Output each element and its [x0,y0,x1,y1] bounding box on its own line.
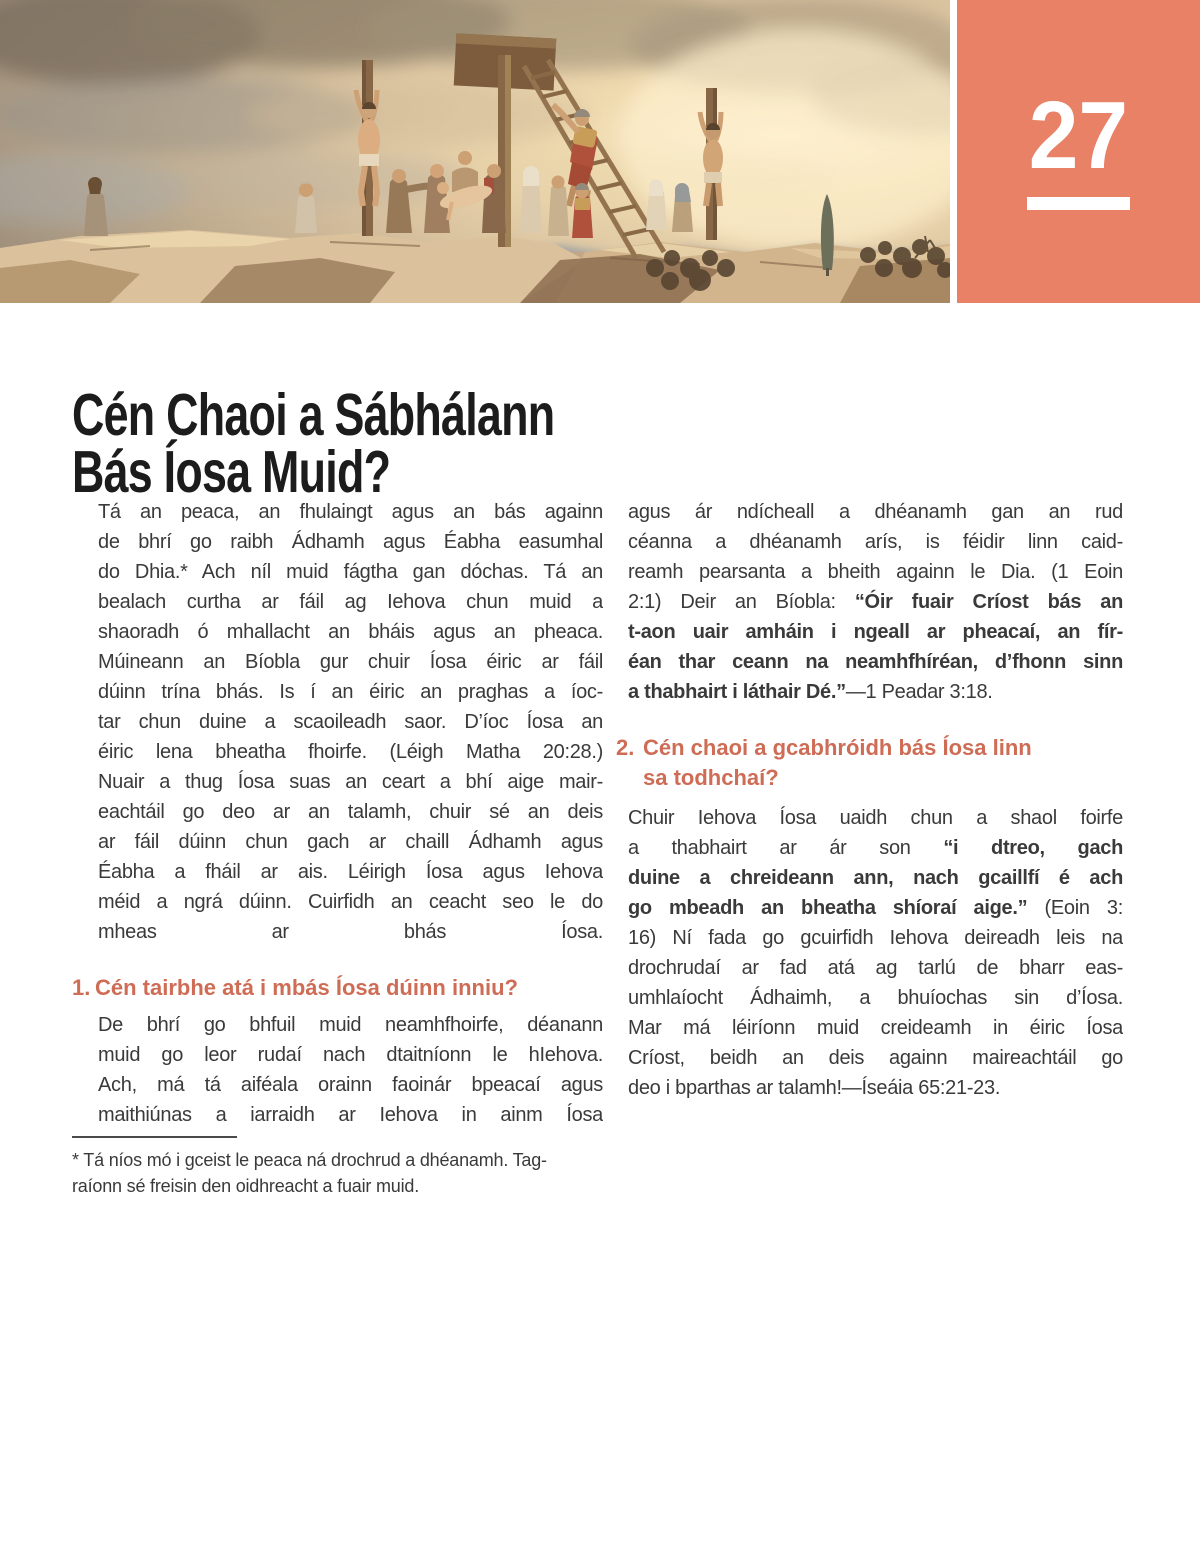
footnote [72,1147,592,1199]
crucifixion-scene [0,0,950,303]
chapter-number: 27 [1028,82,1129,190]
text-line: méid a ngrá dúinn. Cuirfidh an ceacht seo le do [98,891,603,913]
text-line: céanna a dhéanamh arís, is féidir linn caid- [628,531,1123,553]
text-line: Mar má léiríonn muid creideamh in éiric Íosa [628,1017,1123,1039]
text-line: shaoradh ó mhallacht an bháis agus an pheaca. [98,621,603,643]
text-line: a thabhairt ar ár son “i dtreo, gach [628,837,1123,859]
question-1 [72,973,603,1003]
text-line: mheas ar bhás Íosa. [98,921,603,943]
text-line: 2:1) Deir an Bíobla: “Óir fuair Críost bás an [628,591,1123,613]
text-line: Múineann an Bíobla gur chuir Íosa éiric ar fáil [98,651,603,673]
text-line: deo i bparthas ar talamh!—Íseáia 65:21-23. [628,1077,1001,1099]
hero-image [0,0,950,303]
text-line: do Dhia.* Ach níl muid fágtha gan dóchas. Tá an [98,561,603,583]
text-line: muid go leor rudaí nach dtaitníonn le hIehova. [98,1044,603,1066]
text-line: maithiúnas a iarraidh ar Iehova in ainm Íosa [98,1104,603,1126]
footnote-rule [72,1136,237,1138]
question-2 [616,733,1123,793]
text-line: Tá an peaca, an fhulaingt agus an bás againn [98,501,603,523]
text-line: dúinn trína bhás. Is í an éiric an praghas a íoc- [98,681,603,703]
answer-1-continued-paragraph [628,497,1123,707]
question-2-text [643,733,1123,793]
question-2-number: 2. [616,735,635,760]
page-title [72,381,555,505]
text-line: tar chun duine a scaoileadh saor. D’íoc Íosa an [98,711,603,733]
text-line: agus ár ndícheall a dhéanamh gan an rud [628,501,1123,523]
text-line: Nuair a thug Íosa suas an ceart a bhí aige mair- [98,771,603,793]
text-line: éiric lena bheatha fhoirfe. (Léigh Matha 20:28.) [98,741,603,763]
page-title-line1: Cén Chaoi a Sábhálann [72,381,555,448]
text-line: raíonn sé freisin den oidhreacht a fuair muid. [72,1176,420,1196]
text-line: Éabha a fháil ar ais. Léirigh Íosa agus Iehova [98,861,603,883]
text-line: Cén tairbhe atá i mbás Íosa dúinn inniu? [95,975,518,1000]
text-line: eachtáil go deo ar an talamh, chuir sé an deis [98,801,603,823]
text-line: Cén chaoi a gcabhróidh bás Íosa linn [643,735,1032,760]
text-line: 16) Ní fada go gcuirfidh Iehova deireadh leis na [628,927,1123,949]
text-line: Ach, má tá aiféala orainn faoinár bpeacaí agus [98,1074,603,1096]
text-line: umhlaíocht Ádhaimh, a bhuíochas sin d’Íosa. [628,987,1123,1009]
text-line: De bhrí go bhfuil muid neamhfhoirfe, déanann [98,1014,603,1036]
answer-2-paragraph [628,803,1123,1103]
column-right [616,497,1123,1103]
question-1-text [95,973,603,1003]
text-line: go mbeadh an bheatha shíoraí aige.” (Eoin 3: [628,897,1123,919]
text-line: t-aon uair amháin i ngeall ar pheacaí, an fír- [628,621,1123,643]
text-line: de bhrí go raibh Ádhamh agus Éabha easumhal [98,531,603,553]
text-line: a thabhairt i láthair Dé.”—1 Peadar 3:18. [628,681,993,703]
chapter-underline [1027,197,1130,210]
text-line: Críost, beidh an deis againn maireachtáil go [628,1047,1123,1069]
answer-1-paragraph [98,1010,603,1130]
question-1-number: 1. [72,975,91,1000]
intro-paragraph [98,497,603,947]
text-line: drochrudaí ar fad atá ag tarlú de bharr eas- [628,957,1123,979]
text-line: reamh pearsanta a bheith againn le Dia. (1 Eoin [628,561,1123,583]
text-line: éan thar ceann na neamhfhíréan, d’fhonn sinn [628,651,1123,673]
text-line: bealach curtha ar fáil ag Iehova chun muid a [98,591,603,613]
column-left [72,497,603,1199]
text-line: duine a chreideann ann, nach gcaillfí é ach [628,867,1123,889]
text-line: * Tá níos mó i gceist le peaca ná drochrud a dhéanamh. Tag- [72,1150,547,1170]
page-title-line2: Bás Íosa Muid? [72,438,391,505]
text-line: Chuir Iehova Íosa uaidh chun a shaol foirfe [628,807,1123,829]
chapter-block [957,0,1200,303]
text-line: ar fáil dúinn chun gach ar chaill Ádhamh agus [98,831,603,853]
text-line: sa todhchaí? [643,765,779,790]
